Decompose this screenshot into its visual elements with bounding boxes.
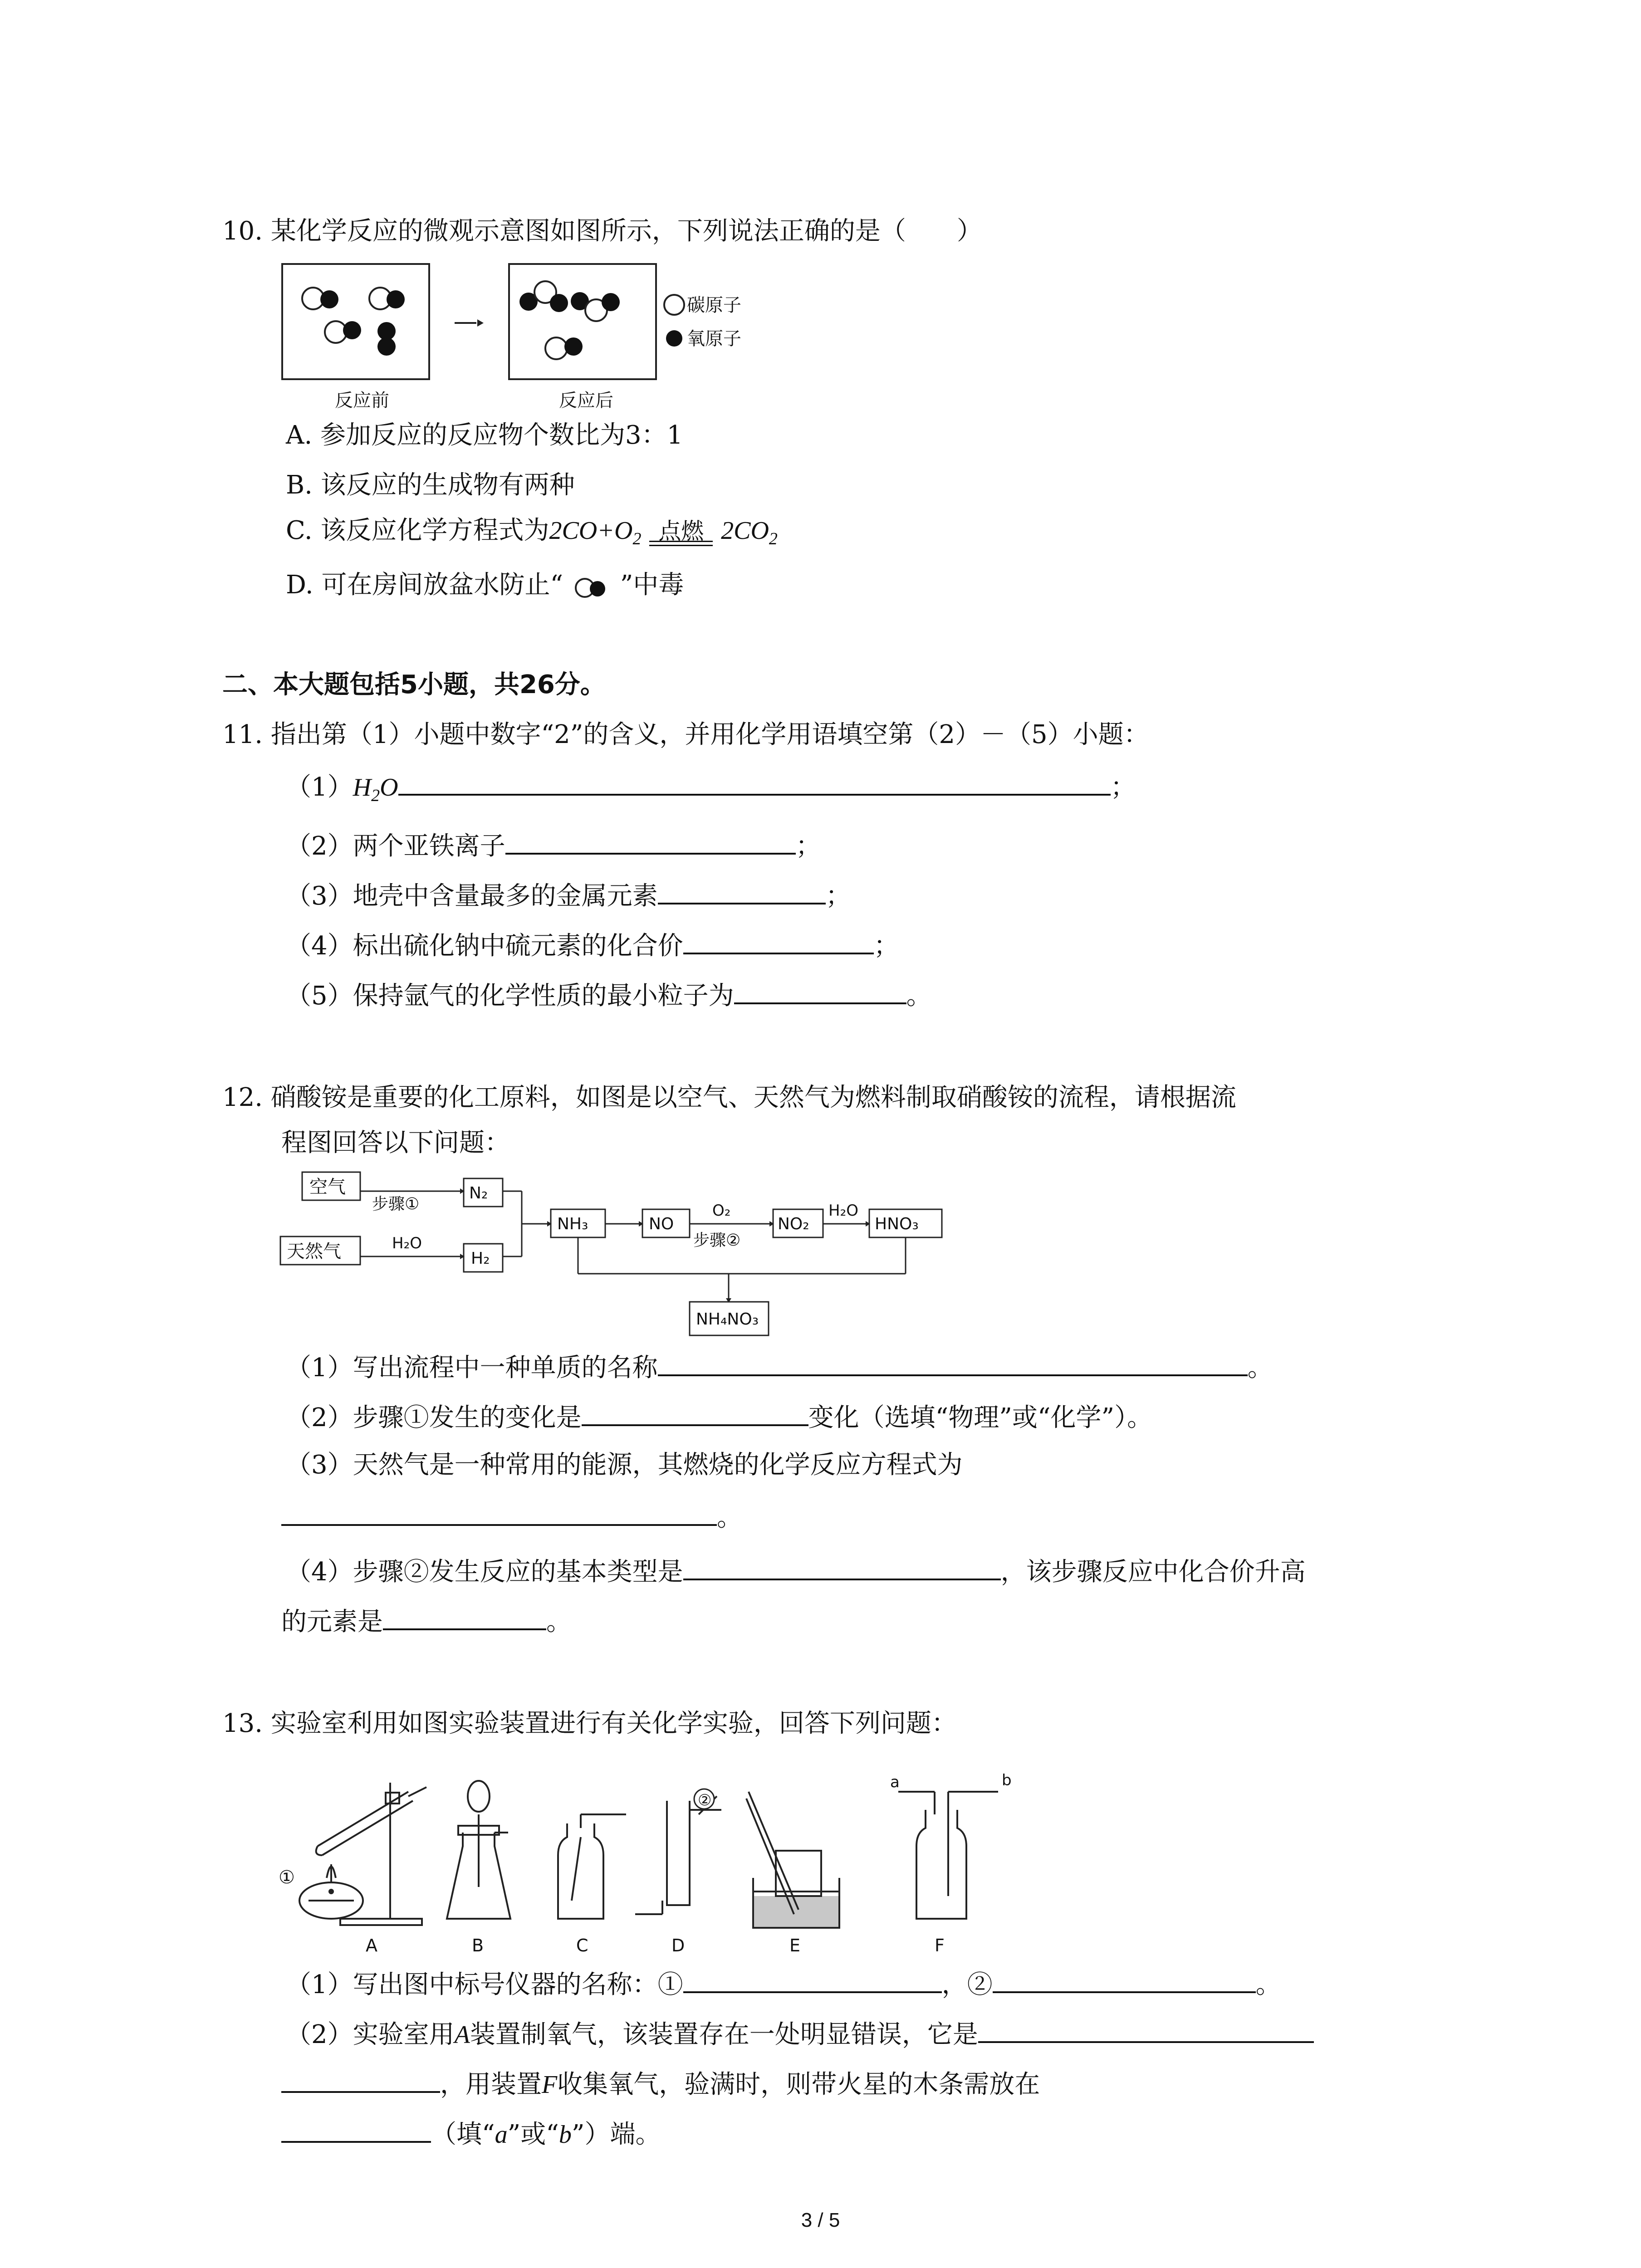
- flow-step1: 步骤①: [372, 1195, 420, 1213]
- part-text: 收集氧气，验满时，则带火星的木条需放在: [557, 2070, 1040, 2099]
- caption-before: 反应前: [335, 390, 389, 411]
- italic-letter: a: [495, 2121, 508, 2149]
- part-text: （2）实验室用: [286, 2020, 455, 2049]
- part-text: （2）两个亚铁离子: [286, 831, 505, 861]
- q13-apparatus-diagram: [272, 1765, 1034, 1960]
- q10-option-a: A. 参加反应的反应物个数比为3：1: [286, 420, 683, 450]
- section-heading: 二、本大题包括5小题，共26分。: [222, 670, 606, 699]
- flow-no: NO: [649, 1215, 674, 1233]
- answer-blank[interactable]: [993, 1964, 1256, 1993]
- q13-part2-line3: [281, 2114, 661, 2153]
- q11-stem: 11. 指出第（1）小题中数字“2”的含义，并用化学用语填空第（2）－（5）小题：: [222, 720, 1149, 749]
- part-text: ，用装置: [440, 2070, 542, 2099]
- q11-part4: [286, 925, 899, 964]
- flow-hno3: HNO₃: [875, 1215, 919, 1233]
- punct: 。: [1247, 1353, 1273, 1383]
- part-text: （3）地壳中含量最多的金属元素: [286, 881, 658, 911]
- part-text-end: 变化（选填“物理”或“化学”）。: [808, 1403, 1153, 1432]
- label-C: C: [576, 1936, 588, 1955]
- label-b: b: [1002, 1771, 1012, 1789]
- italic-letter: b: [558, 2121, 572, 2149]
- equation-sub: 2: [632, 529, 642, 548]
- label-circled-2: ②: [698, 1791, 712, 1809]
- q13-stem: 13. 实验室利用如图实验装置进行有关化学实验，回答下列问题：: [222, 1709, 957, 1738]
- answer-blank[interactable]: [683, 1551, 1001, 1580]
- equation-right: 2CO: [721, 517, 769, 545]
- page-number: 3 / 5: [801, 2209, 840, 2231]
- q10-option-b: B. 该反应的生成物有两种: [286, 470, 575, 500]
- q12-part4: [286, 1551, 1306, 1590]
- q12-part1: [286, 1347, 1273, 1386]
- answer-blank[interactable]: [505, 826, 796, 855]
- equation-left: 2CO+O: [549, 517, 633, 545]
- legend-oxygen-label: 氧原子: [687, 328, 741, 349]
- equals-sign-icon: [649, 541, 713, 546]
- flow-h2o-a: H₂O: [392, 1234, 422, 1252]
- label-a: a: [890, 1773, 900, 1791]
- label-A: A: [366, 1936, 377, 1955]
- flow-o2: O₂: [712, 1202, 731, 1220]
- part-text: （填“: [431, 2120, 495, 2149]
- option-d-text: D. 可在房间放盆水防止“: [286, 570, 563, 600]
- punct: 。: [1255, 1970, 1281, 1999]
- q10-reaction-diagram: [281, 263, 741, 417]
- flow-step2: 步骤②: [693, 1231, 741, 1250]
- italic-letter: A: [454, 2021, 470, 2049]
- answer-blank[interactable]: [582, 1397, 808, 1426]
- label-F: F: [935, 1936, 945, 1955]
- answer-blank[interactable]: [658, 875, 826, 904]
- answer-blank[interactable]: [398, 767, 1111, 796]
- answer-blank[interactable]: [683, 925, 874, 954]
- punct: 。: [906, 981, 932, 1011]
- q12-stem-line1: 12. 硝酸铵是重要的化工原料，如图是以空气、天然气为燃料制取硝酸铵的流程，请根据流: [222, 1083, 1236, 1112]
- q10-option-c: [286, 513, 778, 557]
- q12-part2: [286, 1397, 1152, 1436]
- part-text: （1）写出流程中一种单质的名称: [286, 1353, 658, 1383]
- label-circled-1: ①: [279, 1867, 295, 1888]
- q11-part3: [286, 875, 851, 914]
- part-text: （5）保持氩气的化学性质的最小粒子为: [286, 981, 734, 1011]
- flow-nh3: NH₃: [557, 1215, 588, 1233]
- answer-blank[interactable]: [683, 1964, 942, 1993]
- flow-n2: N₂: [469, 1184, 488, 1202]
- formula-sub: 2: [371, 786, 380, 805]
- q10-stem: 10. 某化学反应的微观示意图如图所示，下列说法正确的是（ ）: [222, 216, 982, 246]
- formula-h: H: [353, 773, 372, 802]
- q11-part2: [286, 826, 821, 865]
- answer-blank[interactable]: [383, 1601, 546, 1630]
- label-E: E: [789, 1936, 801, 1955]
- answer-blank[interactable]: [281, 2064, 440, 2093]
- answer-blank[interactable]: [281, 2114, 431, 2143]
- q13-part2-line2: [281, 2064, 1040, 2103]
- flow-air: 空气: [309, 1177, 346, 1198]
- italic-letter: F: [542, 2071, 558, 2099]
- punct: 。: [546, 1607, 572, 1637]
- q10-option-d: [286, 567, 684, 603]
- condition-label: 点燃: [658, 518, 704, 544]
- punct: 。: [717, 1503, 742, 1532]
- part-label: （1）: [286, 772, 353, 802]
- part-text-mid: ，②: [941, 1970, 993, 1999]
- q12-part4-line2: [281, 1601, 572, 1640]
- part-text: （4）标出硫化钠中硫元素的化合价: [286, 931, 683, 961]
- part-text: （2）步骤①发生的变化是: [286, 1403, 582, 1432]
- punct: ；: [873, 931, 899, 961]
- answer-blank[interactable]: [734, 975, 906, 1004]
- part-text: ”或“: [507, 2120, 559, 2149]
- part-text: ”）端。: [571, 2120, 661, 2149]
- label-B: B: [472, 1936, 484, 1955]
- answer-blank[interactable]: [658, 1347, 1248, 1376]
- q12-flow-diagram: [277, 1166, 944, 1347]
- molecule-co-icon: [369, 288, 405, 309]
- q12-stem-line2: 程图回答以下问题：: [281, 1128, 510, 1158]
- part-text: （4）步骤②发生反应的基本类型是: [286, 1557, 683, 1587]
- punct: ；: [795, 831, 821, 861]
- legend-carbon-label: 碳原子: [687, 295, 741, 316]
- equation-sub: 2: [769, 529, 778, 548]
- q11-part1: [286, 767, 1136, 814]
- flow-nh4no3: NH₄NO₃: [696, 1310, 759, 1329]
- option-c-text: C. 该反应化学方程式为: [286, 516, 549, 545]
- q11-part5: [286, 975, 932, 1014]
- flow-no2: NO₂: [778, 1215, 809, 1233]
- molecule-o2-icon: [302, 288, 338, 309]
- flow-h2: H₂: [471, 1249, 490, 1268]
- caption-after: 反应后: [559, 390, 613, 411]
- q12-part3-answer: [281, 1497, 742, 1536]
- part-text: （1）写出图中标号仪器的名称：①: [286, 1970, 683, 1999]
- q13-part1: [286, 1964, 1281, 2003]
- answer-blank[interactable]: [281, 1497, 717, 1526]
- part-text: 装置制氧气，该装置存在一处明显错误，它是: [470, 2020, 978, 2049]
- formula-o: O: [380, 773, 398, 802]
- co-molecule-icon: [571, 572, 612, 600]
- answer-blank[interactable]: [978, 2014, 1314, 2043]
- flow-natural-gas: 天然气: [287, 1241, 341, 1262]
- option-d-text-end: ”中毒: [620, 570, 684, 600]
- label-D: D: [671, 1936, 685, 1955]
- punct: ；: [825, 881, 851, 911]
- flow-h2o-b: H₂O: [828, 1202, 858, 1220]
- part-text: 的元素是: [281, 1607, 383, 1637]
- q13-part2: [286, 2014, 1314, 2053]
- part-text-mid: ，该步骤反应中化合价升高: [1000, 1557, 1306, 1587]
- q12-part3: （3）天然气是一种常用的能源，其燃烧的化学反应方程式为: [286, 1450, 963, 1480]
- punct: ；: [1110, 772, 1136, 802]
- condition-over-equals: [649, 513, 713, 549]
